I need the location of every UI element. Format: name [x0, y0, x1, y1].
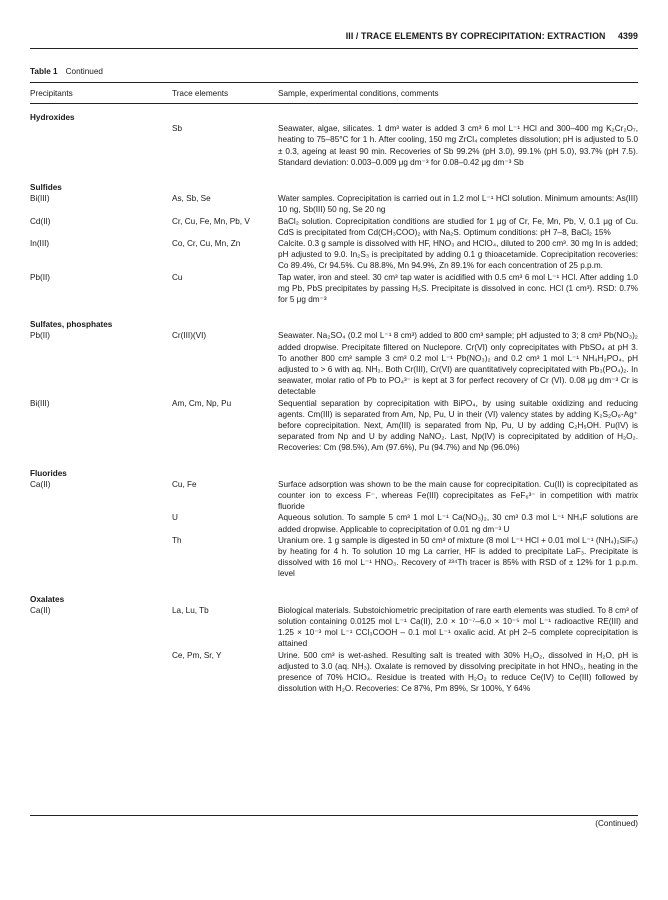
comment-cell: Water samples. Coprecipitation is carried out in 1.2 mol L⁻¹ HCl solution. Minimum amounts: As(III) 10 ng, Sb(III) 50 ng, Se 20 ng: [278, 194, 638, 215]
table-caption-text: Continued: [65, 67, 103, 76]
table-row: [30, 535, 638, 580]
section-heading: Hydroxides: [30, 113, 75, 122]
trace-elements-cell: U: [172, 513, 178, 523]
column-header-trace-elements: Trace elements: [172, 89, 229, 98]
comment-cell: Biological materials. Substoichiometric precipitation of rare earth elements was studied. To 8 cm³ of solution containing 0.0125 mol L⁻¹ Ca(II), 2.0 × 10⁻⁷–6.0 × 10⁻⁵ mol L⁻¹ radioactive RE(III) and 1.25 × 10⁻³ mol L⁻¹ CCl₃COOH – 0.1 mol L⁻¹ oxalic acid. At pH 2–5 complete coprecipitation is attained: [278, 605, 638, 649]
header-rule: [30, 48, 638, 49]
trace-elements-cell: Cr(III)(VI): [172, 331, 207, 341]
comment-cell: Uranium ore. 1 g sample is digested in 50 cm³ of mixture (8 mol L⁻¹ HCl + 0.01 mol L⁻¹ (NH₄)₂SiF₆) by heating for 4 h. To solution 10 mg La carrier, HF is added to precipitate LaF₃. Precipitate is dissolved with 16 mol L⁻¹ HNO₃. Recovery of ²³⁴Th tracer is 85% with RSD of ± 12% for 1 p.p.m. level: [278, 535, 638, 579]
trace-elements-cell: Ce, Pm, Sr, Y: [172, 650, 222, 660]
running-head: [30, 31, 638, 45]
trace-elements-cell: As, Sb, Se: [172, 194, 211, 204]
column-header-precipitants: Precipitants: [30, 89, 73, 98]
precipitant-cell: [30, 123, 172, 168]
table-row: [30, 512, 638, 534]
continued-note: (Continued): [595, 819, 638, 828]
precipitant-cell: [30, 512, 172, 534]
table-caption: [30, 67, 103, 76]
trace-elements-cell: Co, Cr, Cu, Mn, Zn: [172, 239, 241, 248]
precipitant-cell: Ca(II): [30, 605, 51, 615]
comment-cell: Surface adsorption was shown to be the main cause for coprecipitation. Cu(II) is coprecipitated as counter ion to excess F⁻, whereas Fe(III) coprecipitates as FeF₆³⁻ in competition with matrix fluoride: [278, 479, 638, 512]
precipitant-cell: Bi(III): [30, 194, 50, 204]
comment-cell: Seawater. Na₂SO₄ (0.2 mol L⁻¹ 8 cm³) added to 800 cm³ sample; pH adjusted to 3; 8 cm³ Pb(NO₃)₂ added dropwise. Precipitate filtered on Nuclepore. Cr(VI) only coprecipitates with PbSO₄ at pH 3. To another 800 cm³ sample 3 cm³ 0.2 mol L⁻¹ Pb(NO₃)₂ and 0.2 cm³ 1 mol L⁻¹ NH₄H₂PO₄, pH adjusted to > 6 with aq. NH₃. Both Cr(III), Cr(VI) are quantitatively coprecipitated with Pb₃(PO₄)₂. In seawater, molar ratio of Pb to PO₄³⁻ is kept at 3 for perfect recovery of Cr (VI). 0.08 μg dm⁻³ Cr is detectable: [278, 331, 638, 397]
comment-cell: Urine. 500 cm³ is wet-ashed. Resulting salt is treated with 30% H₂O₂, dissolved in H₂O, pH is adjusted to 3.0 (aq. NH₃). Oxalate is removed by dissolving precipitate in hot HNO₃, heating in the presence of 70% HClO₄. Residue is treated with H₂O₂ to reduce Ce(IV) to Ce(III) followed by dissolution with H₂O. Recoveries: Ce 87%, Pm 89%, Sr 100%, Y 64%: [278, 650, 638, 694]
comment-cell: Aqueous solution. To sample 5 cm³ 1 mol L⁻¹ Ca(NO₃)₂, 30 cm³ 0.3 mol L⁻¹ NH₄F solutions are added dropwise. Applicable to coprecipitation of 0.01 ng dm⁻³ U: [278, 513, 638, 534]
section-heading: Fluorides: [30, 468, 67, 478]
comment-cell: BaCl₂ solution. Coprecipitation conditions are studied for 1 μg of Cr, Fe, Mn, Pb, V, 0.1 μg of Cu. CdS is precipitated from Cd(CH₃COO)₂ with Na₂S. Optimum conditions: pH 7–8, BaCl₂ 15%: [278, 216, 638, 237]
running-title: III / TRACE ELEMENTS BY COPRECIPITATION: EXTRACTION: [345, 31, 606, 41]
precipitant-cell: [30, 650, 172, 695]
table-row: [30, 398, 638, 454]
table-top-rule: [30, 82, 638, 83]
trace-elements-cell: Cu: [172, 272, 183, 282]
column-header-comments: Sample, experimental conditions, comments: [278, 89, 439, 98]
section-heading: Oxalates: [30, 594, 65, 604]
trace-elements-cell: La, Lu, Tb: [172, 605, 209, 615]
table-row: [30, 193, 638, 215]
table-label: Table 1: [30, 67, 58, 76]
table-row: [30, 330, 638, 397]
table-row: [30, 479, 638, 513]
section-heading: Sulfates, phosphates: [30, 320, 113, 330]
table-row: [30, 123, 638, 168]
trace-elements-cell: Th: [172, 535, 182, 545]
table-row: [30, 272, 638, 306]
trace-elements-cell: Cu, Fe: [172, 479, 197, 489]
trace-elements-cell: Am, Cm, Np, Pu: [172, 398, 232, 408]
table-body: [30, 112, 638, 694]
comment-cell: Seawater, algae, silicates. 1 dm³ water is added 3 cm³ 6 mol L⁻¹ HCl and 300–400 mg K₂Cr₂O₇, heating to 75–85°C for 1 h. After cooling, 150 mg ZrCl₄ completes dissolution; pH is adjusted to 5.0 ± 0.3, ageing at least 90 min. Recoveries of Sb 99.2% (pH 3.0), 99.1% (pH 5.0), 93.7% (pH 7.5). Standard deviation: 0.003–0.009 μg dm⁻³ for 0.08–0.42 μg dm⁻³ Sb: [278, 124, 638, 167]
trace-elements-cell: Sb: [172, 124, 183, 134]
comment-cell: Tap water, iron and steel. 30 cm³ tap water is acidified with 0.5 cm³ 6 mol L⁻¹ HCl. After adding 1.0 mg Pb, PbS precipitates by passing H₂S. Precipitate is dissolved in conc. HCl (1 cm³). RSD: 0.7% for 5 μg dm⁻³: [278, 272, 638, 305]
comment-cell: Sequential separation by coprecipitation with BiPO₄, by using suitable oxidizing and reducing agents. Cm(III) is separated from Am, Np, Pu, U in their (VI) valency states by adding K₂S₂O₈-Ag⁺ before coprecipitation. Next, Am(III) is separated from Np, Pu, U by adding C₂H₅OH. Pu(IV) is separated from Np and U by adding NaNO₂. Last, Np(IV) is coprecipitated by addition of H₂O₂. Recoveries: Cm (98.5%), Am (97.6%), Pu (94.7%) and Np (96.0%): [278, 398, 638, 453]
precipitant-cell: Ca(II): [30, 479, 51, 489]
table-row: [30, 605, 638, 650]
comment-cell: Calcite. 0.3 g sample is dissolved with HF, HNO₃ and HClO₄, diluted to 200 cm³. 30 mg In is added; pH adjusted to 9.0. In₂S₃ is precipitated by adding 0.1 g thioacetamide. Coprecipitation recoveries: Co 89.4%, Cr 94.5%. Cu 88.8%, Mn 94.9%, Zn 89.1% for each concentration of 25 p.p.m.: [278, 239, 638, 271]
precipitant-cell: Pb(II): [30, 272, 51, 282]
table-bottom-rule: [30, 815, 638, 816]
precipitant-cell: [30, 535, 172, 580]
table-row: [30, 650, 638, 695]
section-heading: Sulfides: [30, 183, 62, 192]
page-number: 4399: [618, 31, 638, 41]
precipitant-cell: In(III): [30, 239, 50, 248]
precipitant-cell: Bi(III): [30, 398, 50, 408]
precipitant-cell: Cd(II): [30, 216, 51, 226]
table-header-rule: [30, 103, 638, 104]
precipitant-cell: Pb(II): [30, 331, 51, 341]
trace-elements-cell: Cr, Cu, Fe, Mn, Pb, V: [172, 216, 250, 226]
table-row: [30, 216, 638, 238]
table-row: [30, 238, 638, 272]
